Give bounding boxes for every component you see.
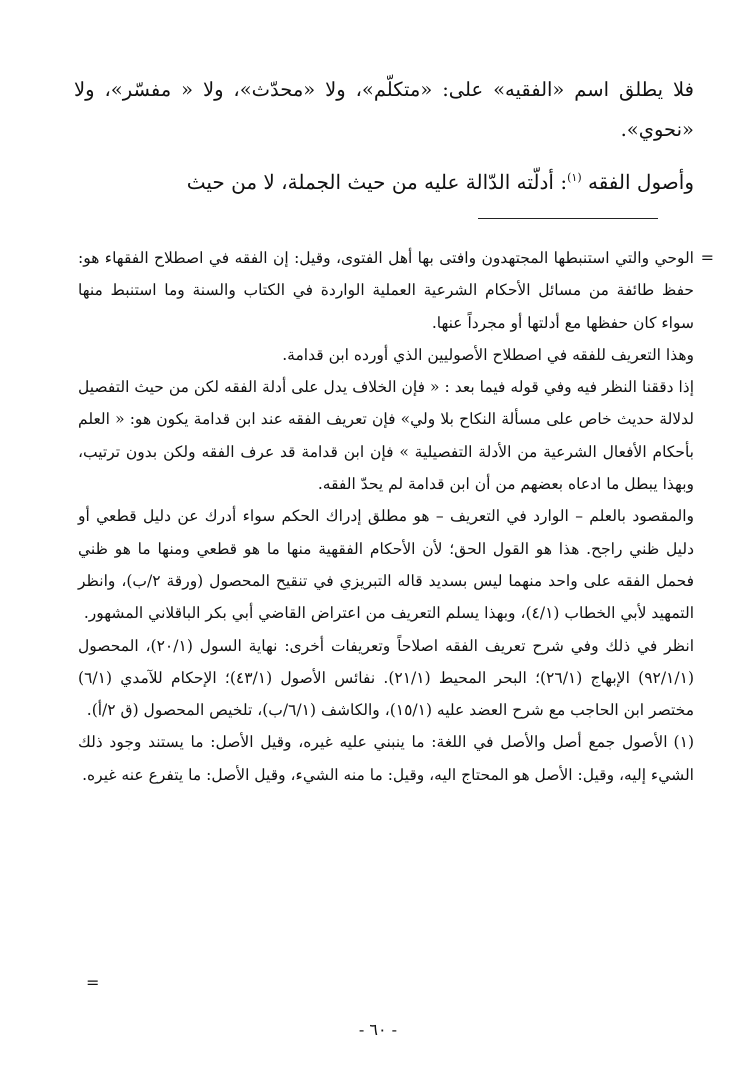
footnote-reference: (١): [567, 171, 582, 184]
page-number: - ٦٠ -: [358, 1020, 398, 1039]
end-continuation-marker: =: [86, 973, 100, 992]
footnote-line: إذا دققنا النظر فيه وفي قوله فيما بعد : « فإن الخلاف يدل على أدلة الفقه لكن من حيث التفصيل لدلالة حديث خاص على مسألة النكاح بلا ولي» فإن تعريف الفقه عند ابن قدامة يكون هو: « العلم بأحكام الأفعال الشرعية من الأدلة التفصيلية » فإن ابن قدامة قد عرف الفقه ولكن بدون ترتيب، وبهذا يبطل ما ادعاه بعضهم من أن ابن قدامة لم يحدّ الفقه.: [78, 378, 694, 494]
footnote-line: الوحي والتي استنبطها المجتهدون وافتى بها أهل الفتوى، وقيل: إن الفقه في اصطلاح الفقهاء هو: حفظ طائفة من مسائل الأحكام الشرعية العملية الواردة في الكتاب والسنة وما استنبط منها سواء كان حفظها مع أدلتها أو مجرداً عنها.: [78, 249, 694, 332]
usul-definition: : أدلّته الدّالة عليه من حيث الجملة، لا من حيث: [186, 170, 568, 194]
footnote-number: (١): [673, 733, 694, 752]
usul-term: وأصول الفقه: [587, 170, 694, 194]
main-text: [74, 70, 694, 202]
footnote-text: الأصول جمع أصل والأصل في اللغة: ما ينبني عليه غيره، وقيل الأصل: ما يستند وجود ذلك الشيء إليه، وقيل: الأصل هو المحتاج اليه، وقيل: ما منه الشيء، وقيل الأصل: ما يتفرع عنه غيره.: [78, 733, 694, 784]
footnote-1: [78, 726, 694, 791]
continuation-marker: =: [700, 248, 714, 267]
footnote-line: وهذا التعريف للفقه في اصطلاح الأصوليين الذي أورده ابن قدامة.: [282, 345, 694, 364]
usul-definition-line: [74, 158, 694, 202]
main-paragraph: فلا يطلق اسم «الفقيه» على: «متكلّم»، ولا «محدّث»، ولا « مفسّر»، ولا «نحوي».: [74, 78, 694, 141]
footnote-line: والمقصود بالعلم – الوارد في التعريف – هو مطلق إدراك الحكم سواء أدرك عن دليل قطعي أو دليل ظني راجح. هذا هو القول الحق؛ لأن الأحكام الفقهية منها ما هو قطعي ومنها ما هو ظني فحمل الفقه على واحد منهما ليس بسديد قاله التبريزي في تنقيح المحصول (ورقة ٢/ب)، وانظر التمهيد لأبي الخطاب (٤/١)، وبهذا يسلم التعريف من اعتراض القاضي أبي بكر الباقلاني المشهور.: [78, 507, 694, 623]
footnote-separator: [478, 218, 658, 219]
footnote-line: انظر في ذلك وفي شرح تعريف الفقه اصلاحاً وتعريفات أخرى: نهاية السول (٢٠/١)، المحصول (٩٢/١/١) الإبهاج (٢٦/١)؛ البحر المحيط (٢١/١). نفائس الأصول (٤٣/١)؛ الإحكام للآمدي (٦/١) مختصر ابن الحاجب مع شرح العضد عليه (١٥/١)، والكاشف (٦/١/ب)، تلخيص المحصول (ق ٢/أ).: [78, 636, 695, 720]
footnotes: [78, 242, 694, 791]
